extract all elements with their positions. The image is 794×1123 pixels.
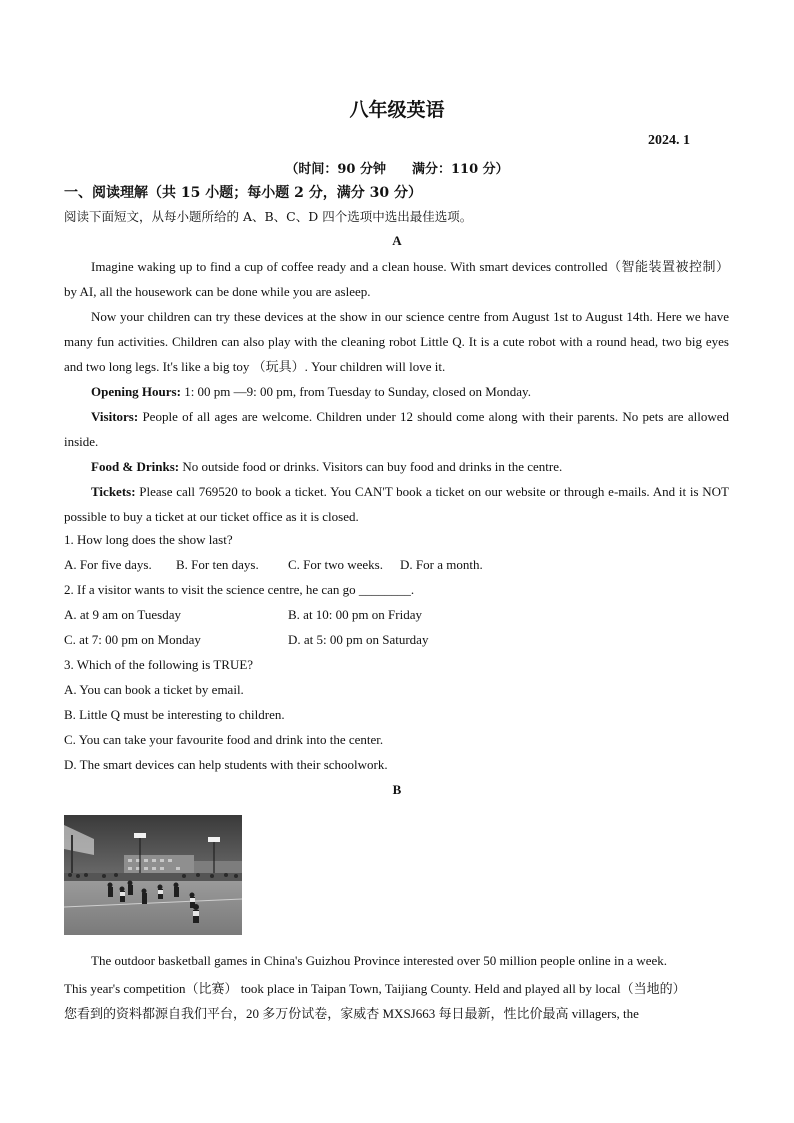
question-2-option-b: B. at 10: 00 pm on Friday [288,607,422,622]
question-3-option-c: C. You can take your favourite food and drink into the center. [64,732,384,747]
question-2-option-a: A. at 9 am on Tuesday [64,607,181,622]
question-3-option-b: B. Little Q must be interesting to children. [64,707,285,722]
question-1-option-d: D. For a month. [400,557,483,572]
passage-b-line-3: 您看到的资料都源自我们平台，20 多万份试卷，家威杏 MXSJ663 每日最新，性比价最高 villagers, the [64,1006,639,1021]
exam-meta: （时间：90 分钟 满分：110 分） [285,162,509,177]
passage-b-label: B [392,782,402,797]
passage-a-label: A [392,233,402,248]
passage-a-paragraph-1: Imagine waking up to find a cup of coffee ready and a clean house. With smart devices controlled（智能装置被控制） by AI, all the housework can be done while you are asleep. [64,259,729,299]
opening-hours-paragraph [64,379,729,404]
visitors-paragraph [64,404,729,454]
tickets-label: Tickets: [91,484,136,499]
visitors-text: People of all ages are welcome. Children under 12 should come along with their parents. No pets are allowed inside. [64,409,729,449]
question-2: 2. If a visitor wants to visit the science centre, he can go ________. [64,582,415,597]
basketball-photo-icon [64,815,242,935]
question-3-option-a: A. You can book a ticket by email. [64,682,244,697]
passage-a-paragraph-2: Now your children can try these devices at the show in our science centre from August 1st to August 14th. Here we have many fun activities. Children can also play with the cleaning robot Little Q. It is a cute robot with a round head, two big eyes and two long legs. It's like a big toy （玩具）. Your children will love it. [64,309,729,374]
question-1-option-c: C. For two weeks. [288,557,383,572]
food-drinks-paragraph [64,454,729,479]
passage-b-line-2: This year's competition（比赛） took place in Taipan Town, Taijiang County. Held and played all by local（当地的） [64,981,686,996]
opening-hours-text: 1: 00 pm —9: 00 pm, from Tuesday to Sunday, closed on Monday. [180,384,531,399]
question-3-option-d: D. The smart devices can help students with their schoolwork. [64,757,388,772]
opening-hours-label: Opening Hours: [91,384,181,399]
question-1-option-b: B. For ten days. [176,557,259,572]
food-drinks-text: No outside food or drinks. Visitors can buy food and drinks in the centre. [179,459,563,474]
food-drinks-label: Food & Drinks: [91,459,180,474]
question-1: 1. How long does the show last? [64,532,233,547]
basketball-photo [64,815,242,935]
exam-date: 2024. 1 [648,133,690,148]
section-heading: 一、阅读理解（共 15 小题；每小题 2 分，满分 30 分） [64,185,422,201]
tickets-paragraph [64,479,729,529]
section-instruction: 阅读下面短文，从每小题所给的 A、B、C、D 四个选项中选出最佳选项。 [64,209,473,224]
tickets-text: Please call 769520 to book a ticket. You CAN'T book a ticket on our website or through e-mails. And it is NOT possible to buy a ticket at our ticket office as it is closed. [64,484,729,524]
question-3: 3. Which of the following is TRUE? [64,657,254,672]
question-2-option-c: C. at 7: 00 pm on Monday [64,632,201,647]
question-1-option-a: A. For five days. [64,557,152,572]
page-title: 八年级英语 [349,99,445,121]
visitors-label: Visitors: [91,409,139,424]
passage-b-line-1: The outdoor basketball games in China's Guizhou Province interested over 50 million people online in a week. [91,953,668,968]
question-2-option-d: D. at 5: 00 pm on Saturday [288,632,429,647]
passage-a-body [64,254,729,529]
